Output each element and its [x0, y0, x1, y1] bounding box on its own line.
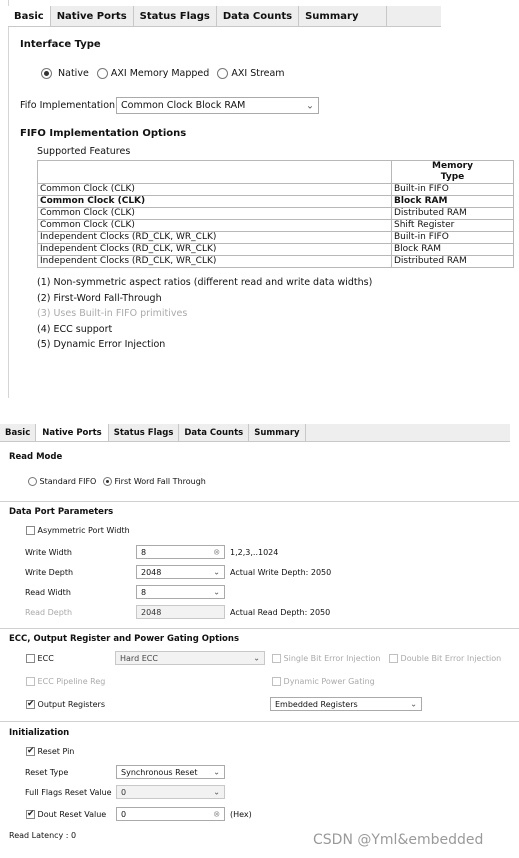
single-bit-error-row — [272, 654, 380, 663]
dynamic-power-label: Dynamic Power Gating — [283, 677, 375, 686]
write-depth-label: Write Depth — [25, 568, 74, 577]
bottom-tab-bar — [0, 424, 510, 442]
dout-reset-hint: (Hex) — [230, 810, 252, 819]
table-header-memory: Memory — [432, 161, 473, 171]
table-row — [38, 220, 514, 232]
memory-type-cell: Shift Register — [392, 220, 514, 232]
table-row — [38, 196, 514, 208]
read-width-value: 8 — [141, 587, 147, 597]
clear-icon[interactable]: ⊗ — [213, 547, 220, 557]
watermark: CSDN @Yml&embedded — [313, 832, 484, 848]
fifo-implementation-value: Common Clock Block RAM — [121, 100, 246, 111]
output-registers-select[interactable] — [270, 697, 422, 711]
read-mode-header: Read Mode — [9, 452, 63, 462]
dynamic-power-checkbox[interactable] — [272, 677, 281, 686]
double-bit-error-label: Double Bit Error Injection — [400, 654, 502, 663]
table-header-memory-type — [392, 161, 514, 184]
radio-first-word-fall-through[interactable] — [103, 477, 112, 486]
initialization-header: Initialization — [9, 728, 70, 738]
clock-cell: Common Clock (CLK) — [38, 196, 392, 208]
read-depth-value: 2048 — [141, 607, 162, 617]
memory-type-cell: Distributed RAM — [392, 256, 514, 268]
output-registers-checkbox[interactable] — [26, 700, 35, 709]
clock-cell: Common Clock (CLK) — [38, 220, 392, 232]
ecc-pipeline-checkbox[interactable] — [26, 677, 35, 686]
divider — [0, 721, 519, 722]
chevron-down-icon: ⌄ — [213, 767, 220, 777]
ecc-options-header: ECC, Output Register and Power Gating Options — [9, 634, 240, 644]
dynamic-power-row — [272, 677, 375, 686]
ecc-row — [26, 654, 54, 663]
tab-summary[interactable]: Summary — [249, 424, 305, 441]
write-depth-actual: Actual Write Depth: 2050 — [230, 568, 332, 577]
table-row — [38, 208, 514, 220]
read-width-label: Read Width — [25, 588, 71, 597]
clock-cell: Independent Clocks (RD_CLK, WR_CLK) — [38, 232, 392, 244]
full-flags-reset-value: 0 — [121, 787, 127, 797]
table-row — [38, 256, 514, 268]
check-icon: ✔ — [27, 809, 35, 819]
tab-native-ports[interactable]: Native Ports — [36, 424, 108, 441]
top-tab-bar — [8, 6, 441, 27]
tab-native-ports[interactable]: Native Ports — [51, 6, 134, 26]
note-item: (5) Dynamic Error Injection — [37, 339, 166, 350]
ecc-type-value: Hard ECC — [120, 653, 158, 663]
table-row — [38, 244, 514, 256]
chevron-down-icon: ⌄ — [213, 567, 220, 577]
check-icon: ✔ — [27, 699, 35, 709]
table-header-type: Type — [440, 172, 465, 182]
chevron-down-icon: ⌄ — [213, 587, 220, 597]
table-header-row — [38, 161, 514, 184]
clock-cell: Common Clock (CLK) — [38, 208, 392, 220]
supported-features-label: Supported Features — [37, 146, 131, 157]
divider — [0, 501, 519, 502]
reset-pin-row — [26, 747, 74, 756]
asymmetric-port-width-checkbox[interactable] — [26, 526, 35, 535]
write-depth-value: 2048 — [141, 567, 162, 577]
dout-reset-input[interactable] — [116, 807, 225, 821]
panel-gap — [0, 398, 519, 424]
chevron-down-icon: ⌄ — [410, 699, 417, 709]
chevron-down-icon: ⌄ — [213, 787, 220, 797]
memory-type-cell: Block RAM — [392, 244, 514, 256]
fifo-implementation-label: Fifo Implementation — [20, 100, 116, 111]
tab-basic[interactable]: Basic — [8, 6, 51, 26]
read-depth-actual: Actual Read Depth: 2050 — [230, 608, 331, 617]
data-port-header: Data Port Parameters — [9, 507, 114, 517]
table-header-clock — [38, 161, 392, 184]
dout-reset-checkbox[interactable] — [26, 810, 35, 819]
note-item: (2) First-Word Fall-Through — [37, 292, 162, 304]
write-width-label: Write Width — [25, 548, 72, 557]
interface-type-header: Interface Type — [20, 39, 101, 50]
output-registers-row — [26, 700, 105, 709]
tab-data-counts[interactable]: Data Counts — [217, 6, 299, 26]
ecc-label: ECC — [37, 654, 54, 663]
ecc-pipeline-label: ECC Pipeline Reg — [37, 677, 106, 686]
dout-reset-value: 0 — [121, 809, 127, 819]
fifo-implementation-select[interactable] — [116, 97, 319, 114]
radio-first-word-fall-through-label: First Word Fall Through — [114, 477, 206, 486]
clock-cell: Independent Clocks (RD_CLK, WR_CLK) — [38, 244, 392, 256]
memory-type-cell: Block RAM — [392, 196, 514, 208]
chevron-down-icon: ⌄ — [253, 653, 260, 663]
note-item: (4) ECC support — [37, 323, 113, 335]
ecc-pipeline-row — [26, 677, 105, 686]
double-bit-error-row — [389, 654, 501, 663]
notes-list — [37, 277, 372, 355]
radio-axi-stream[interactable] — [217, 68, 228, 79]
ecc-checkbox[interactable] — [26, 654, 35, 663]
memory-type-cell: Built-in FIFO — [392, 232, 514, 244]
reset-type-select[interactable] — [116, 765, 225, 779]
ecc-type-select — [115, 651, 265, 665]
table-row — [38, 184, 514, 196]
radio-native[interactable] — [41, 68, 52, 79]
full-flags-reset-label: Full Flags Reset Value — [25, 788, 112, 797]
note-item: (3) Uses Built-in FIFO primitives — [37, 308, 188, 319]
single-bit-error-label: Single Bit Error Injection — [283, 654, 381, 663]
fifo-options-header: FIFO Implementation Options — [20, 128, 187, 139]
dout-reset-row — [26, 810, 106, 819]
radio-axi-stream-label: AXI Stream — [231, 68, 285, 79]
tab-basic[interactable]: Basic — [0, 424, 36, 441]
dout-reset-label: Dout Reset Value — [37, 810, 107, 819]
reset-type-value: Synchronous Reset — [121, 767, 198, 777]
asymmetric-port-width-label: Asymmetric Port Width — [37, 526, 130, 535]
single-bit-error-checkbox[interactable] — [272, 654, 281, 663]
reset-pin-label: Reset Pin — [37, 747, 75, 756]
read-depth-label: Read Depth — [25, 608, 73, 617]
clear-icon[interactable]: ⊗ — [213, 809, 220, 819]
double-bit-error-checkbox[interactable] — [389, 654, 398, 663]
tab-status-flags[interactable]: Status Flags — [134, 6, 217, 26]
memory-type-cell: Distributed RAM — [392, 208, 514, 220]
interface-type-radios — [41, 68, 285, 79]
output-registers-value: Embedded Registers — [275, 699, 358, 709]
check-icon: ✔ — [27, 746, 35, 756]
read-depth-field — [136, 605, 225, 619]
output-registers-label: Output Registers — [37, 700, 105, 709]
radio-axi-memory-mapped[interactable] — [97, 68, 108, 79]
read-width-select[interactable] — [136, 585, 225, 599]
note-item: (1) Non-symmetric aspect ratios (different read and write data widths) — [37, 277, 373, 288]
table-row — [38, 232, 514, 244]
tab-status-flags[interactable]: Status Flags — [109, 424, 180, 441]
supported-features-table — [37, 160, 514, 268]
write-width-input[interactable] — [136, 545, 225, 559]
radio-axi-memory-mapped-label: AXI Memory Mapped — [110, 68, 210, 79]
asymmetric-port-width-row — [26, 526, 130, 535]
write-width-hint: 1,2,3,..1024 — [230, 548, 279, 557]
chevron-down-icon: ⌄ — [306, 100, 314, 111]
read-mode-radios — [28, 477, 206, 486]
full-flags-reset-select — [116, 785, 225, 799]
read-latency: Read Latency : 0 — [9, 831, 77, 840]
tab-summary[interactable]: Summary — [299, 6, 387, 26]
radio-standard-fifo[interactable] — [28, 477, 37, 486]
memory-type-cell: Built-in FIFO — [392, 184, 514, 196]
reset-pin-checkbox[interactable] — [26, 747, 35, 756]
write-width-value: 8 — [141, 547, 147, 557]
reset-type-label: Reset Type — [25, 768, 69, 777]
write-depth-select[interactable] — [136, 565, 225, 579]
radio-standard-fifo-label: Standard FIFO — [39, 477, 97, 486]
divider — [0, 628, 519, 629]
clock-cell: Independent Clocks (RD_CLK, WR_CLK) — [38, 256, 392, 268]
tab-data-counts[interactable]: Data Counts — [179, 424, 249, 441]
clock-cell: Common Clock (CLK) — [38, 184, 392, 196]
radio-native-label: Native — [58, 68, 89, 79]
